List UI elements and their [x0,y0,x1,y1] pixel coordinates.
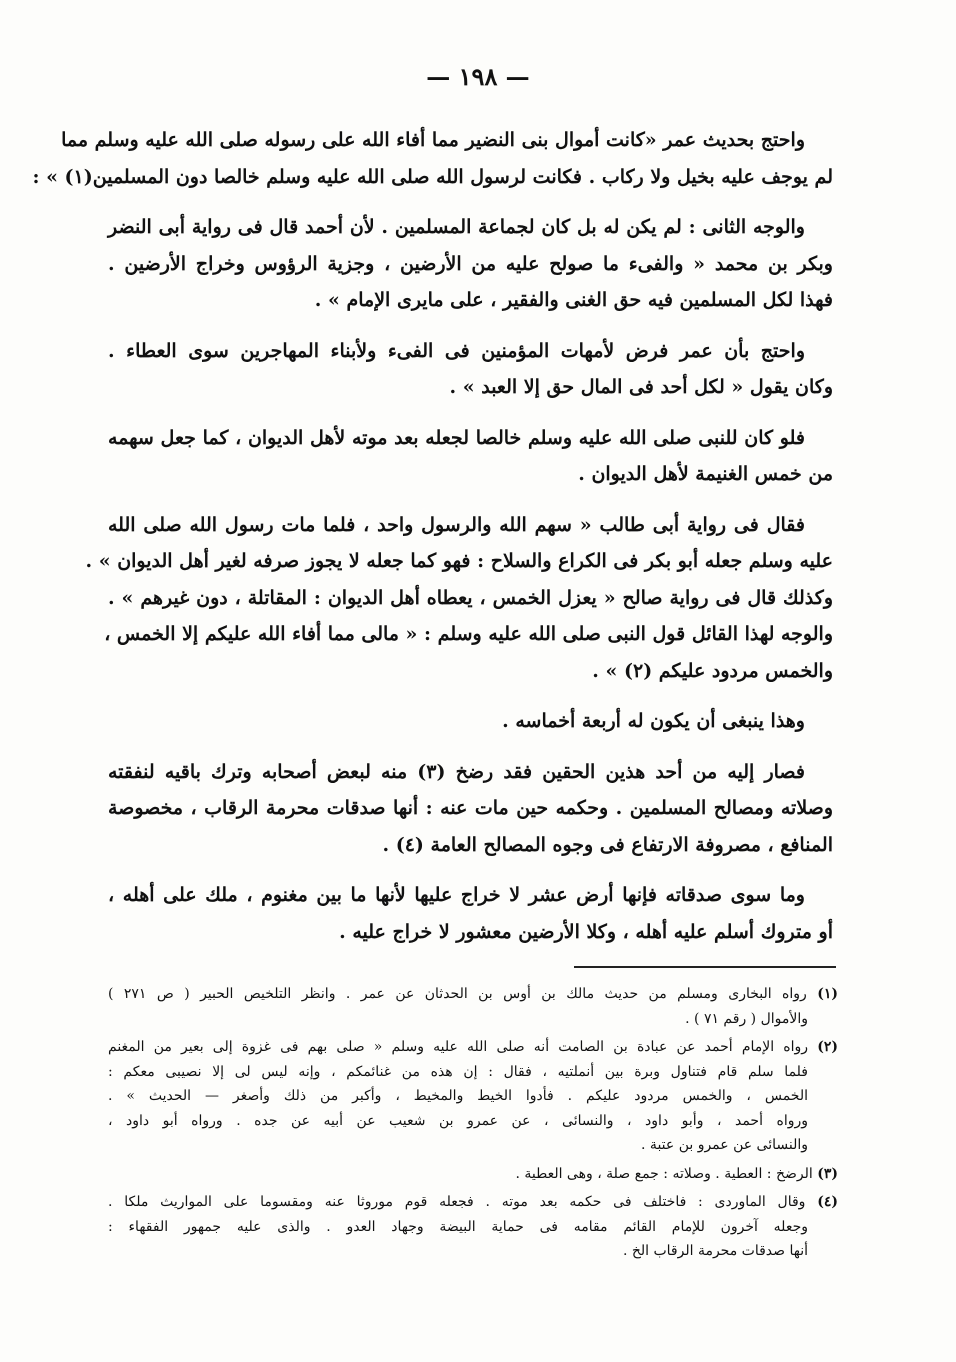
page-number: — ١٩٨ — [426,62,530,91]
footnote-text: وقال الماوردى : فاختلف فى حكمه بعد موته . فجعله قوم موروثا عنه ومقسوما على المواريث ملكا . [108,1194,806,1210]
footnote-mark: (٣) [817,1165,838,1182]
footnote-line: أنها صدقات محرمة الرقاب الخ . [622,1243,808,1259]
text-line: وما سوى صدقاته فإنها أرض عشر لا خراج عليها لأنها ما بين مغنوم ، ملك على أهله ، [108,884,805,906]
text-line: وصلاته ومصالح المسلمين . وحكمه حين مات عنه : أنها صدقات محرمة الرقاب ، مخصوصة [108,797,833,819]
text-line: فصار إليه من أحد هذين الحقين فقد رضخ (٣) منه لبعض أصحابه وترك باقيه لنفقته [108,760,805,783]
footnotes [108,982,838,1268]
text-line: من خمس الغنيمة لأهل الديوان . [578,463,833,485]
text-line: وبكر بن محمد « والفىء ما صولح عليه من الأرضين ، وجزية الرؤوس وخراج الأرضين . [108,252,833,275]
text-line: واحتج بأن عمر فرض لأمهات المؤمنين فى الفىء ولأبناء المهاجرين سوى العطاء . [108,339,805,362]
footnote-text: رواه البخارى ومسلم من حديث مالك بن أوس بن الحدثان عن عمر . وانظر التلخيص الحبير ( ص ٢٧١ ) [108,986,807,1002]
text-line: فهذا لكل المسلمين فيه حق الغنى والفقير ، على مايرى الإمام » . [314,289,833,311]
footnote-mark: (٢) [817,1039,839,1055]
footnote [108,982,838,1031]
footnote-text: رواه الإمام أحمد عن عبادة بن الصامت أنه صلى الله عليه وسلم « صلى بهم فى غزوة إلى بعير من المغنم [108,1039,809,1055]
text-line: واحتج بحديث عمر «كانت أموال بنى النضير مما أفاء الله على رسوله صلى الله عليه وسلم مما [61,129,805,151]
footnote-divider [574,966,836,968]
text-line: فلو كان للنبى صلى الله عليه وسلم خالصا لجعله بعد موته لأهل الديوان ، كما جعل سهمه [108,426,805,449]
text-line: والوجه لهذا القائل قول النبى صلى الله عليه وسلم : « مالى مما أفاء الله عليكم إلا الخمس ، [104,623,833,645]
footnote-line: ورواه أحمد ، وأبو داود ، والنسائى ، عن عمرو بن شعيب عن أبيه عن جده . ورواه أبو داود ، [108,1112,808,1129]
paragraph [108,754,833,864]
footnote-line: الخمس ، والخمس مردود عليكم . فأدوا الخيط والمخيط ، وأكبر من ذلك وأصغر — الحديث » . [108,1088,808,1104]
footnote-line [108,982,838,1007]
text-line: وكذلك قال فى رواية صالح « يعزل الخمس ، يعطاه أهل الديوان : المقاتلة ، دون غيرهم » . [108,586,833,609]
text-line: والخمس مردود عليكم (٢) » . [592,659,833,682]
footnote-text: الرضخ : العطية . وصلاته : جمع صلة ، وهى العطية . [515,1165,813,1182]
footnote-line [108,1162,838,1187]
paragraph [108,209,833,319]
paragraph [108,333,833,406]
footnote [108,1035,838,1158]
text-line: فقال فى رواية أبى طالب « سهم الله والرسول واحد ، فلما مات رسول الله صلى الله [108,513,805,536]
paragraph [32,122,833,195]
text-line: وكان يقول « لكل أحد فى المال حق إلا العبد » . [449,376,833,398]
footnote-line: وجعله آخرون للإمام القائم مقامه فى حماية البيضة وجهاد العدو . والذى عليه جمهور الفقهاء : [108,1218,808,1235]
footnote-line: فلما سلم قام فتناول وبرة بين أنملتيه ، فقال : إن هذه من غنائمكم ، وإنه ليس لى إلا نصيبى معكم : [108,1063,808,1080]
paragraph [108,420,833,493]
text-line: عليه وسلم جعله أبو بكر فى الكراع والسلاح : فهو كما جعله لا يجوز صرفه لغير أهل الديوان » . [85,550,833,572]
text-line: وهذا ينبغى أن يكون له أربعة أخماسه . [502,710,805,732]
text-line: والوجه الثانى : لم يكن له بل كان لجماعة المسلمين . لأن أحمد قال فى رواية أبى النضر [108,216,805,238]
footnote-mark: (١) [817,986,838,1002]
footnote-line [108,1035,838,1060]
text-line: أو متروك أسلم عليه أهله ، وكلا الأرضين معشور لا خراج عليه . [339,920,833,943]
main-text [32,122,833,964]
footnote-mark: (٤) [817,1194,838,1210]
text-line: لم يوجف عليه بخيل ولا ركاب . فكانت لرسول الله صلى الله عليه وسلم خالصا دون المسلمين(١) » : [32,165,833,188]
paragraph [108,703,833,740]
paragraph [108,877,833,950]
footnote-line [108,1190,838,1215]
footnote [108,1162,838,1187]
paragraph [85,507,833,690]
footnote-line: والأموال ( رقم ٧١ ) . [685,1010,808,1027]
text-line: المنافع ، مصروفة الارتفاع فى وجوه المصالح العامة (٤) . [382,833,833,856]
footnote [108,1190,838,1264]
footnote-line: والنسائى عن عمرو بن عتبة . [641,1137,808,1153]
